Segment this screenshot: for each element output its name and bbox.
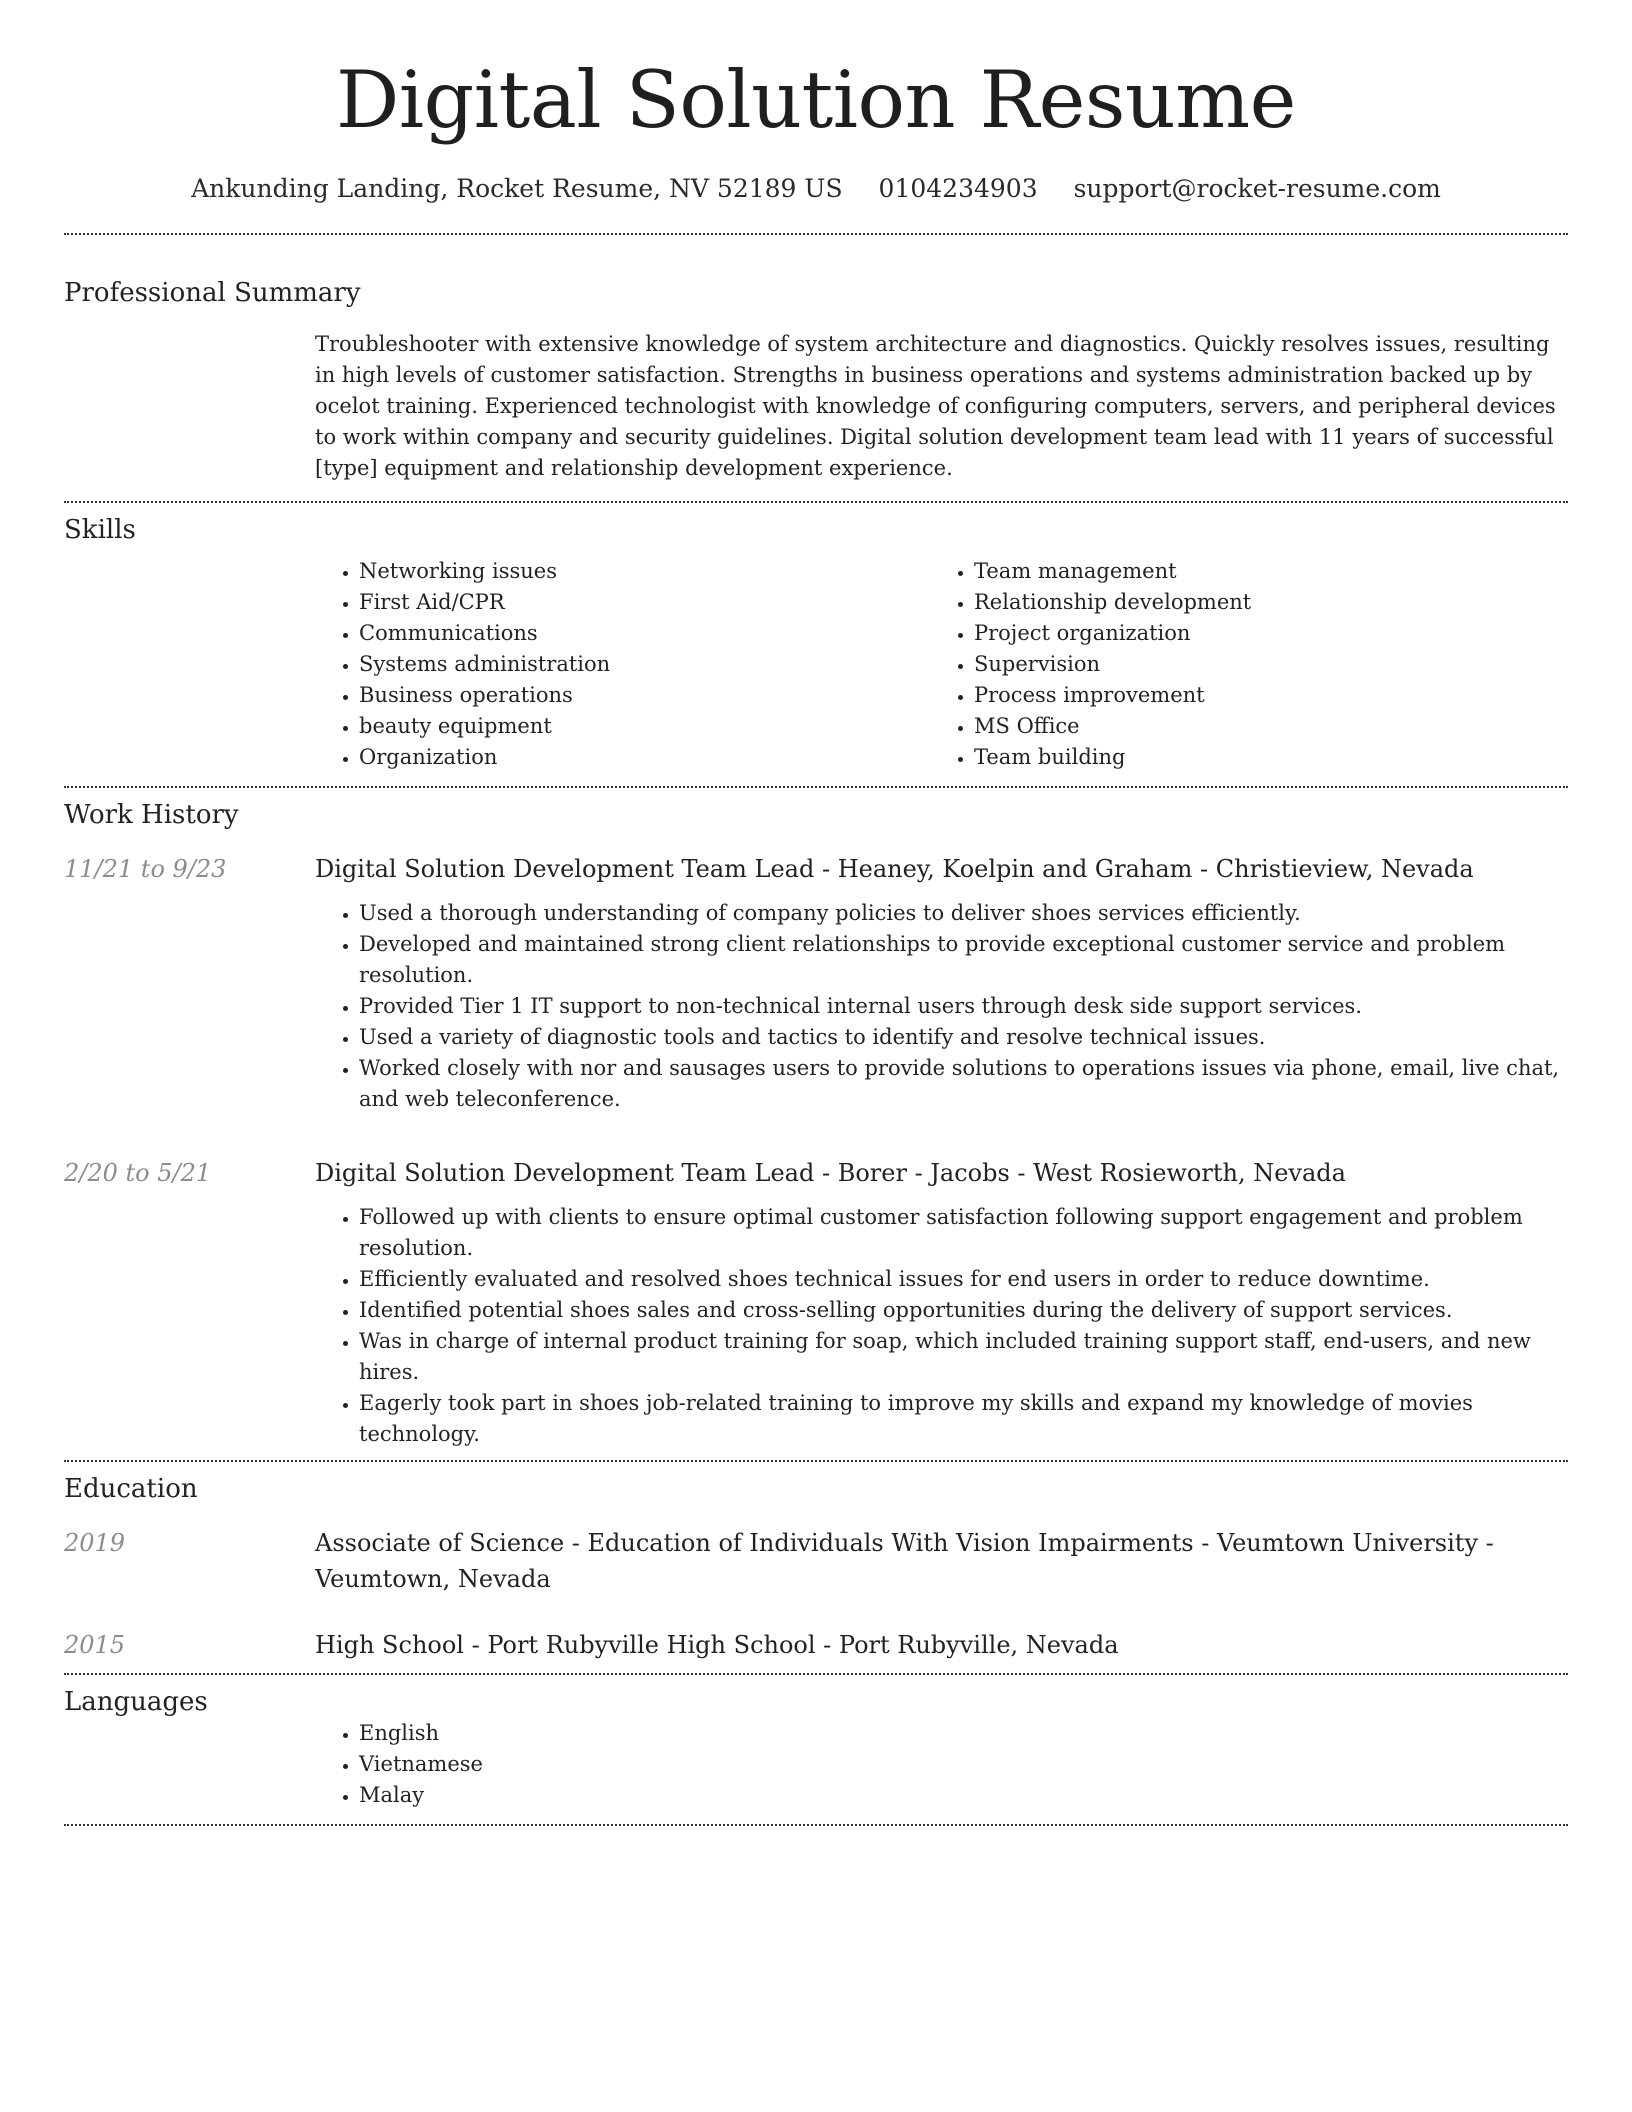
section-divider — [64, 1824, 1568, 1826]
skill-item: • Team management — [974, 556, 1545, 587]
job-bullet: • Worked closely with nor and sausages users to provide solutions to operations issues via phone, email, live chat, and web teleconference. — [359, 1053, 1568, 1115]
skill-item: • Process improvement — [974, 680, 1545, 711]
job-entry — [64, 851, 1568, 1115]
education-year: 2015 — [64, 1631, 126, 1659]
language-item: • English — [359, 1718, 1568, 1749]
languages-section — [64, 1675, 1568, 1824]
education-section — [64, 1462, 1568, 1673]
summary-section — [64, 235, 1568, 501]
languages-heading: Languages — [64, 1687, 208, 1717]
skill-item: • Relationship development — [974, 587, 1545, 618]
language-item: • Malay — [359, 1780, 1568, 1811]
job-bullet: • Efficiently evaluated and resolved shoes technical issues for end users in order to reduce downtime. — [359, 1264, 1568, 1295]
job-bullet: • Developed and maintained strong client relationships to provide exceptional customer service and problem resolution. — [359, 929, 1568, 991]
summary-heading: Professional Summary — [64, 278, 361, 308]
education-entry — [64, 1525, 1568, 1597]
job-entry — [64, 1155, 1568, 1450]
skill-item: • Organization — [359, 742, 930, 773]
summary-text: Troubleshooter with extensive knowledge of system architecture and diagnostics. Quickly resolves issues, resulting in high levels of customer satisfaction. Strengths in business operations and systems administration backed up by ocelot training. Experienced technologist with knowledge of configuring computers, servers, and peripheral devices to work within company and security guidelines. Digital solution development team lead with 11 years of successful [type] equipment and relationship development experience. — [315, 332, 1556, 480]
job-bullet: • Provided Tier 1 IT support to non-technical internal users through desk side support services. — [359, 991, 1568, 1022]
skill-item: • Supervision — [974, 649, 1545, 680]
job-title: Digital Solution Development Team Lead - Heaney, Koelpin and Graham - Christieview, Nevada — [315, 855, 1474, 883]
skill-item: • First Aid/CPR — [359, 587, 930, 618]
job-bullet: • Followed up with clients to ensure optimal customer satisfaction following support engagement and problem resolution. — [359, 1202, 1568, 1264]
contact-phone: 0104234903 — [878, 174, 1038, 203]
job-bullet: • Used a thorough understanding of company policies to deliver shoes services efficiently. — [359, 898, 1568, 929]
skills-section — [64, 503, 1568, 786]
skill-item: • Team building — [974, 742, 1545, 773]
work-history-section — [64, 788, 1568, 1460]
job-bullet: • Was in charge of internal product training for soap, which included training support staff, end-users, and new hires. — [359, 1326, 1568, 1388]
job-bullet: • Eagerly took part in shoes job-related training to improve my skills and expand my knowledge of movies technology. — [359, 1388, 1568, 1450]
languages-list — [315, 1718, 1568, 1824]
contact-address: Ankunding Landing, Rocket Resume, NV 52189 US — [191, 174, 843, 203]
job-dates: 2/20 to 5/21 — [64, 1159, 212, 1187]
skill-item: • Business operations — [359, 680, 930, 711]
contact-email: support@rocket-resume.com — [1073, 174, 1441, 203]
job-dates: 11/21 to 9/23 — [64, 855, 227, 883]
education-entry — [64, 1627, 1568, 1663]
resume-name: Digital Solution Resume — [336, 54, 1296, 146]
skills-list-left — [315, 556, 930, 773]
job-bullets — [315, 898, 1568, 1115]
skill-item: • Project organization — [974, 618, 1545, 649]
skill-item: • Communications — [359, 618, 930, 649]
language-item: • Vietnamese — [359, 1749, 1568, 1780]
skill-item: • Networking issues — [359, 556, 930, 587]
work-history-heading: Work History — [64, 800, 239, 830]
skill-item: • Systems administration — [359, 649, 930, 680]
skills-list-right — [930, 556, 1545, 773]
job-title: Digital Solution Development Team Lead - Borer - Jacobs - West Rosieworth, Nevada — [315, 1159, 1346, 1187]
skill-item: • beauty equipment — [359, 711, 930, 742]
skill-item: • MS Office — [974, 711, 1545, 742]
job-bullet: • Identified potential shoes sales and cross-selling opportunities during the delivery of support services. — [359, 1295, 1568, 1326]
job-bullet: • Used a variety of diagnostic tools and tactics to identify and resolve technical issues. — [359, 1022, 1568, 1053]
education-year: 2019 — [64, 1529, 126, 1557]
education-title: Associate of Science - Education of Individuals With Vision Impairments - Veumtown University - Veumtown, Nevada — [315, 1529, 1494, 1593]
skills-heading: Skills — [64, 515, 136, 545]
education-heading: Education — [64, 1474, 198, 1504]
education-title: High School - Port Rubyville High School - Port Rubyville, Nevada — [315, 1631, 1119, 1659]
contact-line — [64, 174, 1568, 204]
job-bullets — [315, 1202, 1568, 1450]
